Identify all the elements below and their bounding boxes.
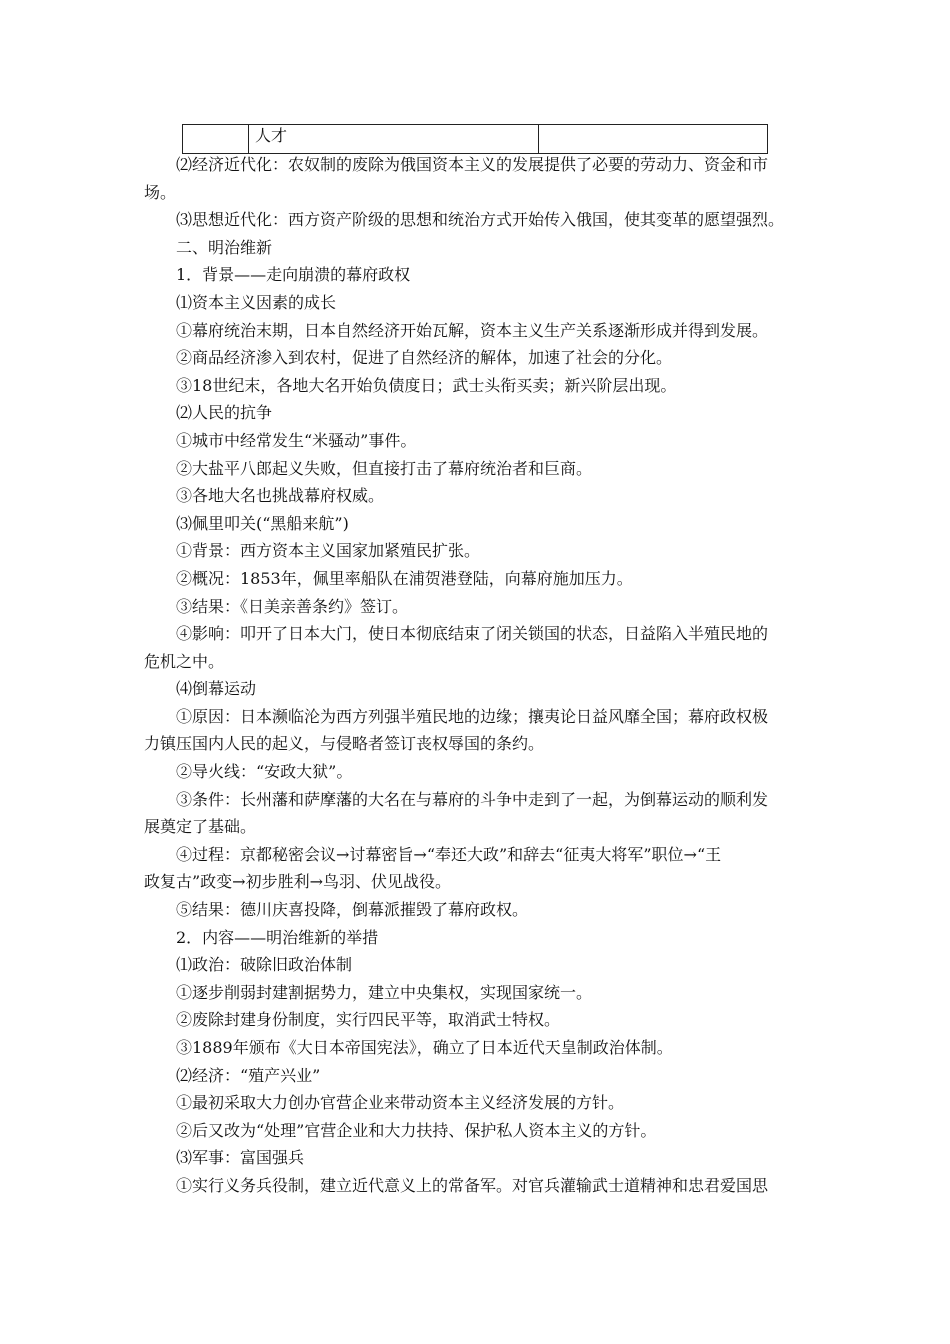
paragraph-line: ⑴政治：破除旧政治体制 — [176, 955, 353, 975]
paragraph — [144, 289, 824, 317]
paragraph — [144, 841, 824, 896]
paragraph-continuation: 场。 — [144, 182, 177, 202]
paragraph — [144, 537, 824, 565]
paragraph-line: ⑴资本主义因素的成长 — [176, 292, 337, 312]
paragraph — [144, 206, 824, 234]
paragraph — [144, 1117, 824, 1145]
paragraph — [144, 510, 824, 538]
paragraph-line: ①逐步削弱封建割据势力，建立中央集权，实现国家统一。 — [176, 982, 593, 1002]
paragraph-line: ④过程：京都秘密会议→讨幕密旨→“奉还大政”和辞去“征夷大将军”职位→“王 — [176, 844, 722, 864]
paragraph — [144, 758, 824, 786]
table-row — [183, 125, 768, 154]
paragraph — [144, 372, 824, 400]
paragraph-continuation: 展奠定了基础。 — [144, 817, 257, 837]
paragraph — [144, 427, 824, 455]
table-cell — [183, 125, 249, 154]
paragraph-continuation: 力镇压国内人民的起义，与侵略者签订丧权辱国的条约。 — [144, 734, 545, 754]
table-cell — [539, 125, 768, 154]
paragraph-line: ②废除封建身份制度，实行四民平等，取消武士特权。 — [176, 1010, 561, 1030]
paragraph — [144, 951, 824, 979]
paragraph-line: ②商品经济渗入到农村，促进了自然经济的解体，加速了社会的分化。 — [176, 348, 673, 368]
paragraph — [144, 1089, 824, 1117]
paragraph-line: ⑶思想近代化：西方资产阶级的思想和统治方式开始传入俄国，使其变革的愿望强烈。 — [176, 210, 785, 230]
paragraph-line: ②导火线：“安政大狱”。 — [176, 762, 353, 782]
paragraph-line: ⑶佩里叩关(“黑船来航”) — [176, 513, 349, 533]
paragraph — [144, 593, 824, 621]
paragraph-line: ⑵人民的抗争 — [176, 403, 273, 423]
paragraph-line: ③18世纪末，各地大名开始负债度日；武士头衔买卖；新兴阶层出现。 — [176, 375, 677, 395]
paragraph-line: ③条件：长州藩和萨摩藩的大名在与幕府的斗争中走到了一起，为倒幕运动的顺利发 — [176, 789, 769, 809]
paragraph-line: ②后又改为“处理”官营企业和大力扶持、保护私人资本主义的方针。 — [176, 1120, 657, 1140]
paragraph — [144, 786, 824, 841]
paragraph-line: ④影响：叩开了日本大门，使日本彻底结束了闭关锁国的状态，日益陷入半殖民地的 — [176, 624, 769, 644]
paragraph-line: ③1889年颁布《大日本帝国宪法》，确立了日本近代天皇制政治体制。 — [176, 1038, 673, 1057]
paragraph-line: ⑵经济近代化：农奴制的废除为俄国资本主义的发展提供了必要的劳动力、资金和市 — [176, 155, 769, 174]
paragraph-line: ①最初采取大力创办官营企业来带动资本主义经济发展的方针。 — [176, 1093, 625, 1113]
paragraph — [144, 234, 824, 262]
paragraph-line: ③各地大名也挑战幕府权威。 — [176, 486, 385, 506]
paragraph — [144, 399, 824, 427]
paragraph — [144, 979, 824, 1007]
paragraph-line: ①城市中经常发生“米骚动”事件。 — [176, 430, 417, 450]
paragraph-line: ⑵经济：“殖产兴业” — [176, 1065, 321, 1085]
paragraph — [144, 455, 824, 483]
paragraph-line: 二、明治维新 — [176, 237, 273, 257]
paragraph — [144, 151, 824, 206]
paragraph — [144, 703, 824, 758]
paragraph-line: ②概况：1853年，佩里率船队在浦贺港登陆，向幕府施加压力。 — [176, 568, 633, 588]
paragraph — [144, 1144, 824, 1172]
table-fragment — [182, 124, 768, 154]
paragraph — [144, 261, 824, 289]
paragraph-line: ③结果：《日美亲善条约》签订。 — [176, 596, 409, 616]
paragraph-line: ①原因：日本濒临沦为西方列强半殖民地的边缘；攘夷论日益风靡全国；幕府政权极 — [176, 706, 769, 726]
paragraph-continuation: 政复古”政变→初步胜利→鸟羽、伏见战役。 — [144, 872, 451, 892]
paragraph — [144, 565, 824, 593]
paragraph-line: ①背景：西方资本主义国家加紧殖民扩张。 — [176, 541, 481, 561]
paragraph-line: 2．内容——明治维新的举措 — [176, 927, 379, 947]
paragraph-line: ①实行义务兵役制，建立近代意义上的常备军。对官兵灌输武士道精神和忠君爱国思 — [176, 1175, 769, 1195]
paragraph-continuation: 危机之中。 — [144, 651, 225, 671]
paragraph — [144, 675, 824, 703]
paragraph-line: ⑤结果：德川庆喜投降，倒幕派摧毁了幕府政权。 — [176, 900, 529, 920]
paragraph — [144, 1034, 824, 1062]
paragraph-line: ⑷倒幕运动 — [176, 679, 257, 699]
paragraph — [144, 620, 824, 675]
paragraph — [144, 924, 824, 952]
paragraph-line: ②大盐平八郎起义失败，但直接打击了幕府统治者和巨商。 — [176, 458, 593, 478]
paragraph — [144, 317, 824, 345]
paragraph — [144, 896, 824, 924]
paragraph — [144, 1062, 824, 1090]
paragraph-line: ①幕府统治末期，日本自然经济开始瓦解，资本主义生产关系逐渐形成并得到发展。 — [176, 320, 769, 340]
paragraph — [144, 344, 824, 372]
paragraph — [144, 1006, 824, 1034]
paragraph — [144, 482, 824, 510]
paragraph-line: ⑶军事：富国强兵 — [176, 1148, 305, 1168]
paragraph — [144, 1172, 824, 1200]
document-body — [144, 151, 824, 1200]
table-cell: 人才 — [249, 125, 539, 154]
paragraph-line: 1．背景——走向崩溃的幕府政权 — [176, 265, 411, 285]
